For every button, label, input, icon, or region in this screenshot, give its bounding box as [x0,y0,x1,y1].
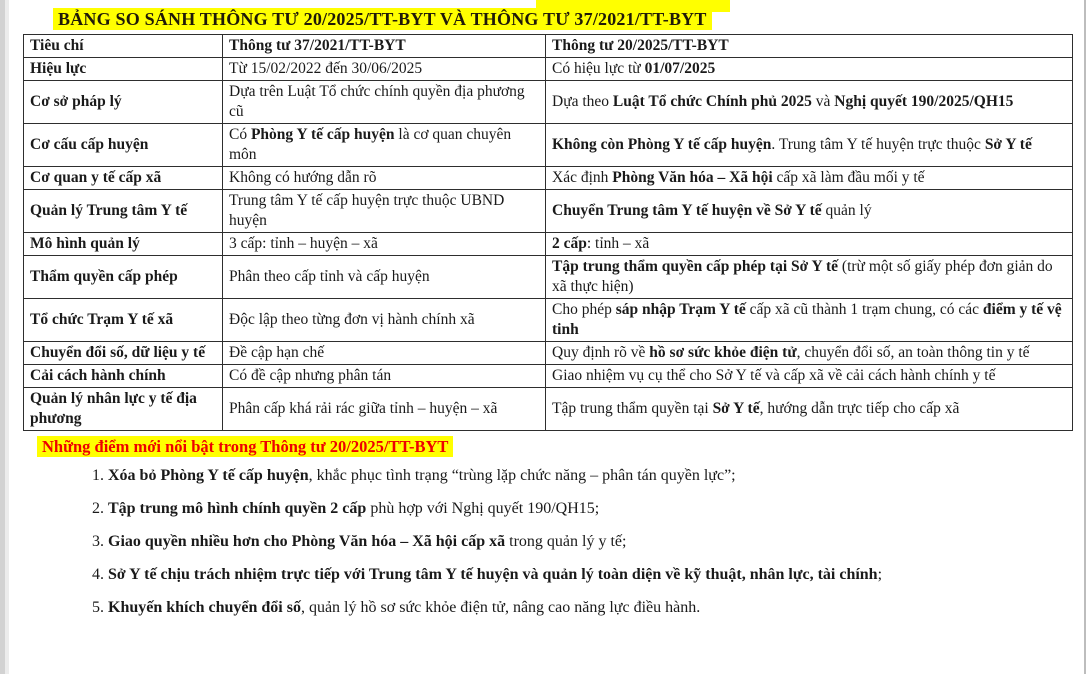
new-circular-cell: Tập trung thẩm quyền cấp phép tại Sở Y tế (trừ một số giấy phép đơn giản do xã thực hiện) [546,256,1073,299]
page-right-edge-line [1084,0,1086,674]
new-circular-cell: Xác định Phòng Văn hóa – Xã hội cấp xã làm đầu mối y tế [546,167,1073,190]
highlight-list-item [108,531,1073,552]
table-row [24,81,1073,124]
new-circular-cell: Cho phép sáp nhập Trạm Y tế cấp xã cũ thành 1 trạm chung, có các điểm y tế vệ tinh [546,299,1073,342]
old-circular-cell: Từ 15/02/2022 đến 30/06/2025 [223,58,546,81]
old-circular-cell: Phân cấp khá rải rác giữa tỉnh – huyện – xã [223,388,546,431]
new-circular-cell: Tập trung thẩm quyền tại Sở Y tế, hướng dẫn trực tiếp cho cấp xã [546,388,1073,431]
table-row [24,167,1073,190]
highlight-list-item [108,498,1073,519]
table-row [24,124,1073,167]
criterion-cell: Mô hình quản lý [24,233,223,256]
new-circular-cell: Chuyển Trung tâm Y tế huyện về Sở Y tế quản lý [546,190,1073,233]
new-circular-cell: Có hiệu lực từ 01/07/2025 [546,58,1073,81]
criterion-cell: Tổ chức Trạm Y tế xã [24,299,223,342]
table-row [24,342,1073,365]
old-circular-cell: Độc lập theo từng đơn vị hành chính xã [223,299,546,342]
highlight-item-text: Khuyến khích chuyển đổi số, quản lý hồ sơ sức khỏe điện tử, nâng cao năng lực điều hành. [108,599,701,616]
column-header-circular-37-2021: Thông tư 37/2021/TT-BYT [223,35,546,58]
table-row [24,388,1073,431]
column-header-circular-20-2025: Thông tư 20/2025/TT-BYT [546,35,1073,58]
document-title [53,9,1073,30]
highlight-list-item [108,564,1073,585]
criterion-cell: Cơ cấu cấp huyện [24,124,223,167]
table-row [24,58,1073,81]
new-circular-cell: Giao nhiệm vụ cụ thể cho Sở Y tế và cấp xã về cải cách hành chính y tế [546,365,1073,388]
section-heading [37,437,1073,457]
new-circular-cell: Dựa theo Luật Tổ chức Chính phủ 2025 và Nghị quyết 190/2025/QH15 [546,81,1073,124]
old-circular-cell: Có đề cập nhưng phân tán [223,365,546,388]
table-row [24,233,1073,256]
table-row [24,190,1073,233]
new-circular-cell: Không còn Phòng Y tế cấp huyện. Trung tâm Y tế huyện trực thuộc Sở Y tế [546,124,1073,167]
criterion-cell: Cơ quan y tế cấp xã [24,167,223,190]
new-circular-cell: Quy định rõ về hồ sơ sức khỏe điện tử, chuyển đổi số, an toàn thông tin y tế [546,342,1073,365]
document-title-text: BẢNG SO SÁNH THÔNG TƯ 20/2025/TT-BYT VÀ THÔNG TƯ 37/2021/TT-BYT [53,8,712,30]
old-circular-cell: Trung tâm Y tế cấp huyện trực thuộc UBND huyện [223,190,546,233]
highlight-item-text: Giao quyền nhiều hơn cho Phòng Văn hóa – Xã hội cấp xã trong quản lý y tế; [108,533,627,550]
table-row [24,365,1073,388]
table-header-row [24,35,1073,58]
highlight-item-text: Xóa bỏ Phòng Y tế cấp huyện, khắc phục tình trạng “trùng lặp chức năng – phân tán quyền lực”; [108,467,736,484]
criterion-cell: Thẩm quyền cấp phép [24,256,223,299]
document-page [23,9,1073,630]
old-circular-cell: Đề cập hạn chế [223,342,546,365]
highlight-item-text: Sở Y tế chịu trách nhiệm trực tiếp với Trung tâm Y tế huyện và quản lý toàn diện về kỹ thuật, nhân lực, tài chính; [108,566,883,583]
highlight-list-item [108,597,1073,618]
criterion-cell: Quản lý nhân lực y tế địa phương [24,388,223,431]
comparison-table [23,34,1073,431]
old-circular-cell: Phân theo cấp tỉnh và cấp huyện [223,256,546,299]
page-left-margin-strip [0,0,9,674]
old-circular-cell: Có Phòng Y tế cấp huyện là cơ quan chuyên môn [223,124,546,167]
highlight-list-item [108,465,1073,486]
old-circular-cell: 3 cấp: tỉnh – huyện – xã [223,233,546,256]
highlight-item-text: Tập trung mô hình chính quyền 2 cấp phù hợp với Nghị quyết 190/QH15; [108,500,600,517]
highlights-list [23,465,1073,618]
section-heading-text: Những điểm mới nổi bật trong Thông tư 20/2025/TT-BYT [37,436,453,457]
criterion-cell: Chuyển đổi số, dữ liệu y tế [24,342,223,365]
criterion-cell: Cải cách hành chính [24,365,223,388]
criterion-cell: Quản lý Trung tâm Y tế [24,190,223,233]
old-circular-cell: Dựa trên Luật Tổ chức chính quyền địa phương cũ [223,81,546,124]
old-circular-cell: Không có hướng dẫn rõ [223,167,546,190]
criterion-cell: Cơ sở pháp lý [24,81,223,124]
criterion-cell: Hiệu lực [24,58,223,81]
column-header-criterion: Tiêu chí [24,35,223,58]
new-circular-cell: 2 cấp: tỉnh – xã [546,233,1073,256]
table-row [24,256,1073,299]
table-row [24,299,1073,342]
